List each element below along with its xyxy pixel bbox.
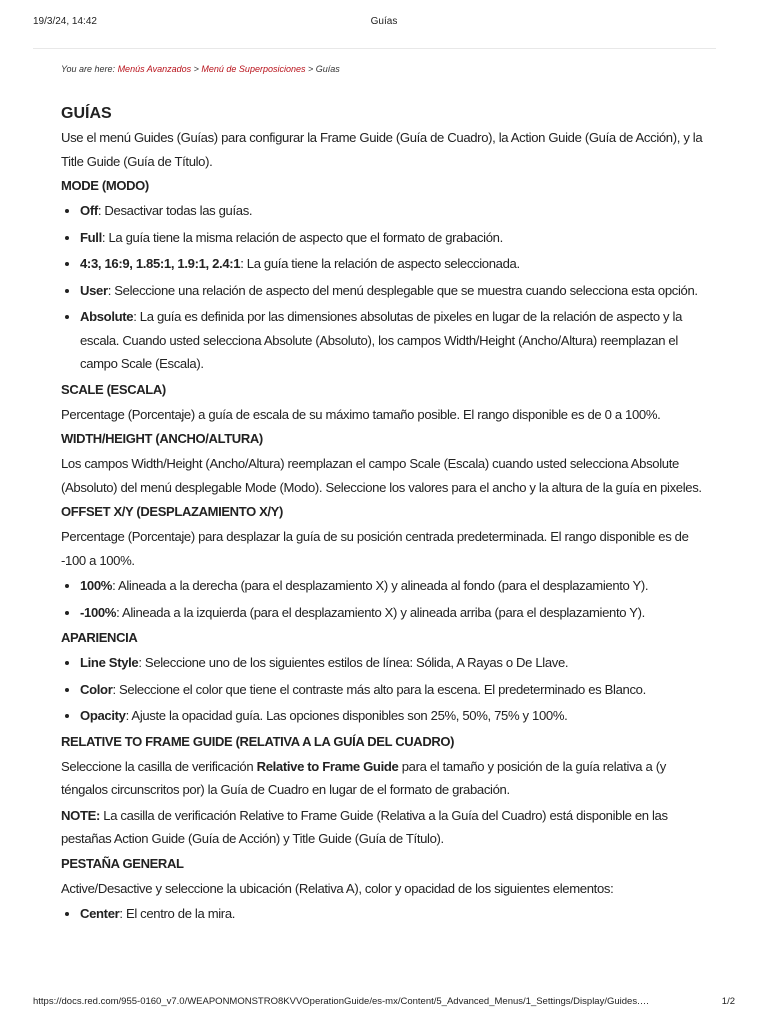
list-item (80, 199, 709, 223)
list-term: User (80, 282, 108, 298)
breadcrumb-prefix: You are here: (61, 64, 116, 74)
section-heading-offset: OFFSET X/Y (DESPLAZAMIENTO X/Y) (61, 504, 283, 519)
list-text: : Seleccione uno de los siguientes estilos de línea: Sólida, A Rayas o De Llave. (138, 655, 569, 670)
page-number: 1/2 (721, 996, 735, 1007)
list-text: : Seleccione el color que tiene el contraste más alto para la escena. El predeterminado es Blanco. (112, 681, 646, 697)
print-url: https://docs.red.com/955-0160_v7.0/WEAPONMONSTRO8KVVOperationGuide/es-mx/Content/5_Advanced_Menus/1_Settings/Display/Guides.… (33, 996, 650, 1007)
list-item (80, 704, 709, 728)
note-label: NOTE: (61, 807, 100, 823)
offset-paragraph: Percentage (Porcentaje) para desplazar la guía de su posición centrada predeterminada. El rango disponible es de -100 a 100%. (61, 529, 689, 568)
list-term: 4:3, 16:9, 1.85:1, 1.9:1, 2.4:1 (80, 256, 241, 271)
section-heading-relative: RELATIVE TO FRAME GUIDE (RELATIVA A LA GUÍA DEL CUADRO) (61, 733, 455, 749)
offset-list (61, 574, 709, 624)
list-item (80, 305, 709, 376)
list-item (80, 574, 709, 598)
section-heading-apariencia: APARIENCIA (61, 630, 138, 645)
general-paragraph: Active/Desactive y seleccione la ubicación (Relativa A), color y opacidad de los siguientes elementos: (61, 880, 614, 896)
list-term: Full (80, 229, 102, 245)
breadcrumb-separator: > (308, 64, 314, 74)
mode-list (61, 199, 709, 376)
print-title: Guías (370, 16, 398, 27)
list-term: -100% (80, 604, 117, 620)
breadcrumb-link-menu-superposiciones[interactable]: Menú de Superposiciones (201, 64, 306, 74)
intro-paragraph: Use el menú Guides (Guías) para configurar la Frame Guide (Guía de Cuadro), la Action Guide (Guía de Acción), y la Title Guide (Guía de Título). (61, 130, 703, 169)
list-term: Off (80, 203, 98, 218)
relative-paragraph (61, 755, 709, 802)
section-heading-mode: MODE (MODO) (61, 178, 149, 193)
list-text: : Ajuste la opacidad guía. Las opciones disponibles son 25%, 50%, 75% y 100%. (125, 708, 568, 723)
page-title: GUÍAS (61, 105, 112, 122)
list-term: Line Style (80, 655, 139, 670)
list-item (80, 678, 709, 702)
list-item (80, 252, 709, 276)
list-item (80, 226, 709, 250)
list-text: : La guía tiene la misma relación de aspecto que el formato de grabación. (101, 229, 503, 245)
list-item (80, 601, 709, 625)
breadcrumb-link-menus-avanzados[interactable]: Menús Avanzados (117, 64, 192, 74)
list-text: : El centro de la mira. (119, 906, 236, 921)
list-text: : La guía es definida por las dimensiones absolutas de pixeles en lugar de la relación de aspecto y la escala. Cuando usted selecciona Absolute (Absoluto), los campos Width/Height (Ancho/Altura) reemplazan el campo Scale (Escala). (80, 309, 683, 371)
list-term: Color (80, 681, 113, 697)
section-heading-width-height: WIDTH/HEIGHT (ANCHO/ALTURA) (61, 431, 263, 446)
list-text: : La guía tiene la relación de aspecto seleccionada. (240, 256, 520, 271)
relative-term: Relative to Frame Guide (256, 758, 399, 774)
section-heading-scale: SCALE (ESCALA) (61, 381, 166, 397)
article (61, 100, 709, 929)
breadcrumb-separator: > (193, 64, 199, 74)
general-list (61, 902, 709, 926)
print-date: 19/3/24, 14:42 (33, 16, 97, 27)
note-text: La casilla de verificación Relative to Frame Guide (Relativa a la Guía del Cuadro) está disponible en las pestañas Action Guide (Guía de Acción) y Title Guide (Guía de Título). (61, 807, 668, 846)
list-item (80, 902, 709, 926)
list-text: : Seleccione una relación de aspecto del menú desplegable que se muestra cuando selecciona esta opción. (107, 282, 698, 298)
list-text: : Alineada a la derecha (para el desplazamiento X) y alineada al fondo (para el desplazamiento Y). (112, 578, 649, 593)
breadcrumb (61, 64, 340, 74)
list-text: : Desactivar todas las guías. (97, 203, 253, 218)
list-term: 100% (80, 578, 113, 593)
apariencia-list (61, 651, 709, 728)
header-divider (33, 48, 716, 49)
note-paragraph (61, 804, 709, 851)
list-text: : Alineada a la izquierda (para el desplazamiento X) y alineada arriba (para el desplazamiento Y). (116, 604, 645, 620)
list-item (80, 651, 709, 675)
relative-text-post: para el tamaño y posición de la guía relativa a (y téngalos circunscritos por) la Guía de Cuadro en lugar de el formato de grabación. (61, 758, 666, 797)
relative-text-pre: Seleccione la casilla de verificación (61, 758, 257, 774)
list-item (80, 279, 709, 303)
list-term: Absolute (80, 309, 134, 324)
list-term: Center (80, 906, 120, 921)
section-heading-general: PESTAÑA GENERAL (61, 855, 184, 871)
list-term: Opacity (80, 708, 126, 723)
breadcrumb-current: Guías (315, 64, 340, 74)
scale-paragraph: Percentage (Porcentaje) a guía de escala de su máximo tamaño posible. El rango disponible es de 0 a 100%. (61, 406, 661, 422)
width-height-paragraph: Los campos Width/Height (Ancho/Altura) reemplazan el campo Scale (Escala) cuando usted selecciona Absolute (Absoluto) del menú desplegable Mode (Modo). Seleccione los valores para el ancho y la altura de la guía en pixeles. (61, 456, 702, 495)
